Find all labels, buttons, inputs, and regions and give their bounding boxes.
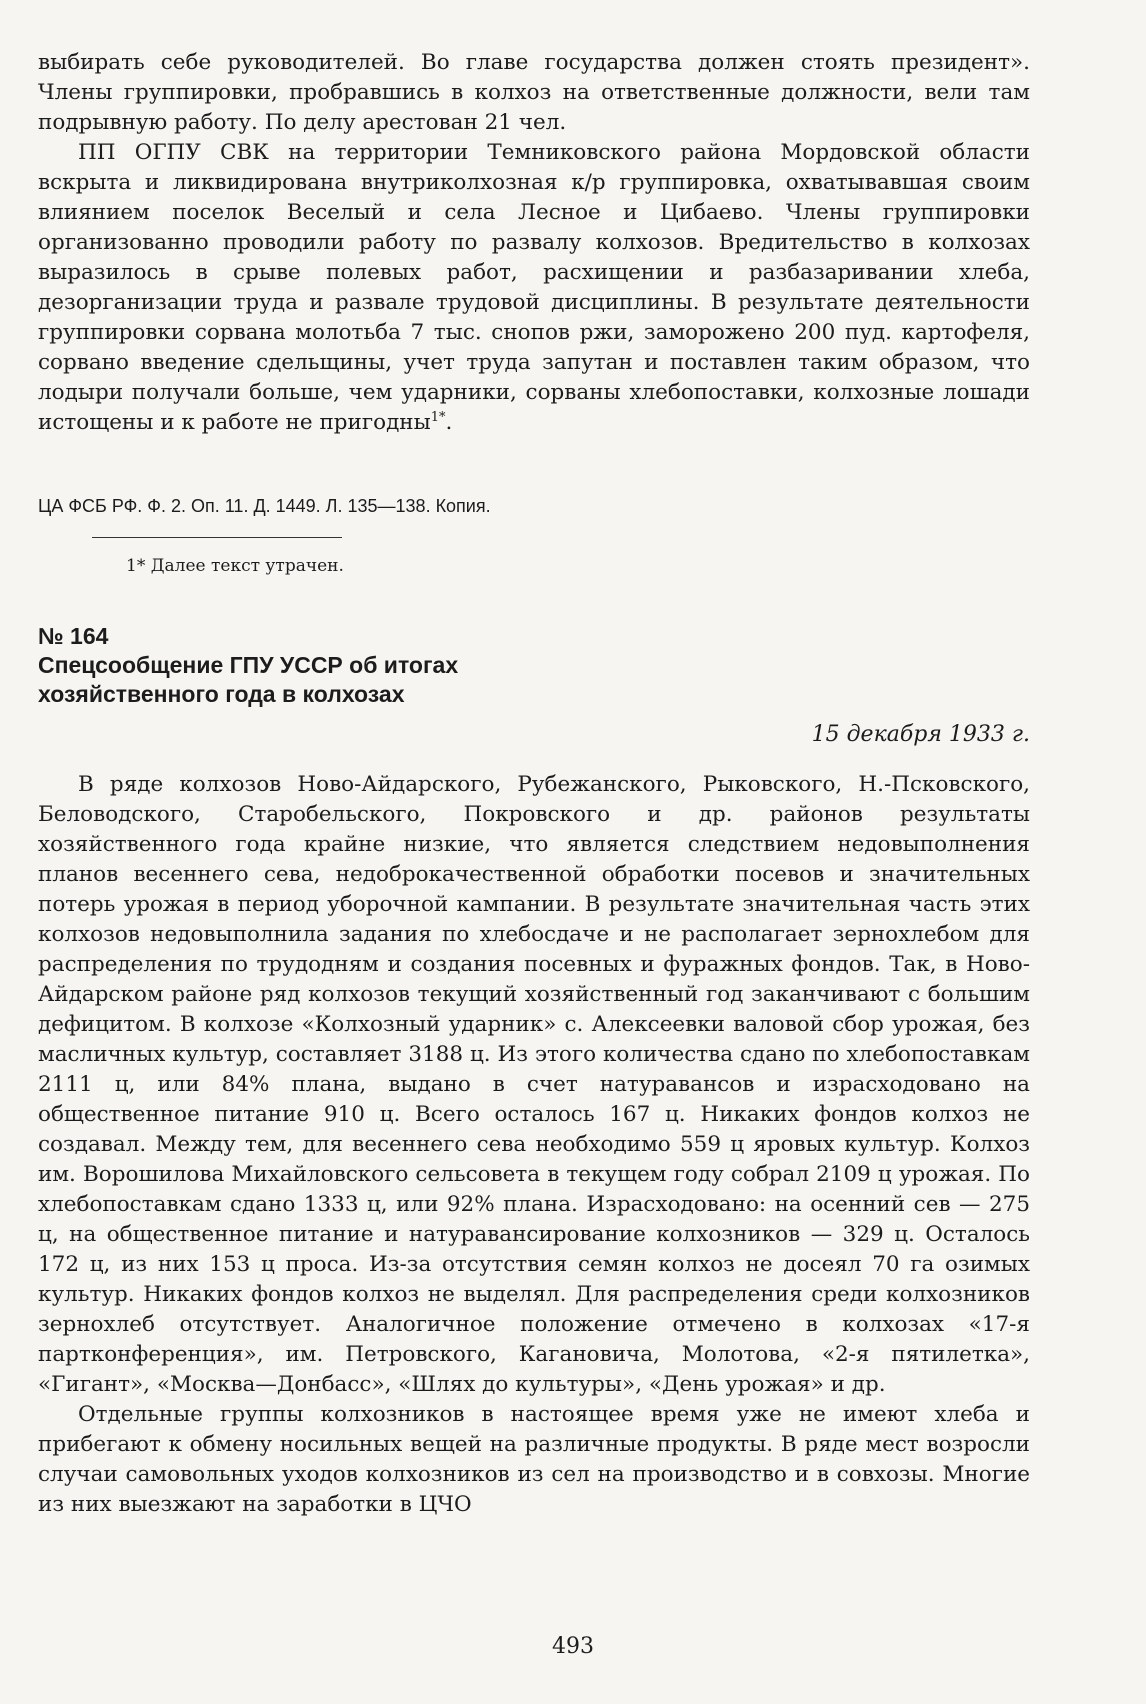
document-body [38,770,1030,1520]
continued-paragraph: выбирать себе руководителей. Во главе государства должен стоять президент». Члены группировки, пробравшись в колхоз на ответственные должности, вели там подрывную работу. По делу арестован 21 чел. [38,50,1030,135]
footnote-divider [92,537,342,538]
document-header [38,622,1030,709]
document-number: № 164 [38,623,109,649]
body-paragraph: В ряде колхозов Ново-Айдарского, Рубежанского, Рыковского, Н.-Псковского, Беловодского, Старобельского, Покровского и др. районов результаты хозяйственного года крайне низкие, что является следствием недовыполнения планов весеннего сева, недоброкачественной обработки посевов и значительных потерь урожая в период уборочной кампании. В результате значительная часть этих колхозов недовыполнила задания по хлебосдаче и не располагает зернохлебом для распределения по трудодням и создания посевных и фуражных фондов. Так, в Ново-Айдарском районе ряд колхозов текущий хозяйственный год заканчивают с большим дефицитом. В колхозе «Колхозный ударник» с. Алексеевки валовой сбор урожая, без масличных культур, составляет 3188 ц. Из этого количества сдано по хлебопоставкам 2111 ц, или 84% плана, выдано в счет натуравансов и израсходовано на общественное питание 910 ц. Всего осталось 167 ц. Никаких фондов колхоз не создавал. Между тем, для весеннего сева необходимо 559 ц яровых культур. Колхоз им. Ворошилова Михайловского сельсовета в текущем году собрал 2109 ц урожая. По хлебопоставкам сдано 1333 ц, или 92% плана. Израсходовано: на осенний сев — 275 ц, на общественное питание и натуравансирование колхозников — 329 ц. Осталось 172 ц, из них 153 ц проса. Из-за отсутствия семян колхоз не досеял 70 га озимых культур. Никаких фондов колхоз не выделял. Для распределения среди колхозников зернохлеб отсутствует. Аналогичное положение отмечено в колхозах «17-я партконференция», им. Петровского, Кагановича, Молотова, «2-я пятилетка», «Гигант», «Москва—Донбасс», «Шлях до культуры», «День урожая» и др. [38,772,1030,1397]
footnote: 1* Далее текст утрачен. [126,556,344,576]
page-number: 493 [552,1634,594,1659]
document-date: 15 декабря 1933 г. [811,722,1030,747]
top-text-block [38,48,1030,438]
document-title-line2: хозяйственного года в колхозах [38,681,405,707]
paragraph-ogpu-svk: ПП ОГПУ СВК на территории Темниковского района Мордовской области вскрыта и ликвидирована внутриколхозная к/р группировка, охватывавшая своим влиянием поселок Веселый и села Лесное и Цибаево. Члены группировки организованно проводили работу по развалу колхозов. Вредительство в колхозах выразилось в срыве полевых работ, расхищении и разбазаривании хлеба, дезорганизации труда и развале трудовой дисциплины. В результате деятельности группировки сорвана молотьба 7 тыс. снопов ржи, заморожено 200 пуд. картофеля, сорвано введение сдельщины, учет труда запутан и поставлен таким образом, что лодыри получали больше, чем ударники, сорваны хлебопоставки, колхозные лошади истощены и к работе не пригодны$^{1*}$. [38,140,1030,435]
paragraph-text: ПП ОГПУ СВК на территории Темниковского района Мордовской области вскрыта и ликвидирована внутриколхозная к/р группировка, охватывавшая своим влиянием поселок Веселый и села Лесное и Цибаево. Члены группировки организованно проводили работу по развалу колхозов. Вредительство в колхозах выразилось в срыве полевых работ, расхищении и разбазаривании хлеба, дезорганизации труда и развале трудовой дисциплины. В результате деятельности группировки сорвана молотьба 7 тыс. снопов ржи, заморожено 200 пуд. картофеля, сорвано введение сдельщины, учет труда запутан и поставлен таким образом, что лодыри получали больше, чем ударники, сорваны хлебопоставки, колхозные лошади истощены и к работе не пригодны [38,140,1030,435]
document-title-line1: Спецсообщение ГПУ УССР об итогах [38,652,459,678]
footnote-marker: 1* [430,409,446,425]
body-paragraph: Отдельные группы колхозников в настоящее время уже не имеют хлеба и прибегают к обмену носильных вещей на различные продукты. В ряде мест возросли случаи самовольных уходов колхозников из сел на производство и в совхозы. Многие из них выезжают на заработки в ЦЧО [38,1402,1030,1517]
archive-source: ЦА ФСБ РФ. Ф. 2. Оп. 11. Д. 1449. Л. 135—138. Копия. [38,496,491,516]
